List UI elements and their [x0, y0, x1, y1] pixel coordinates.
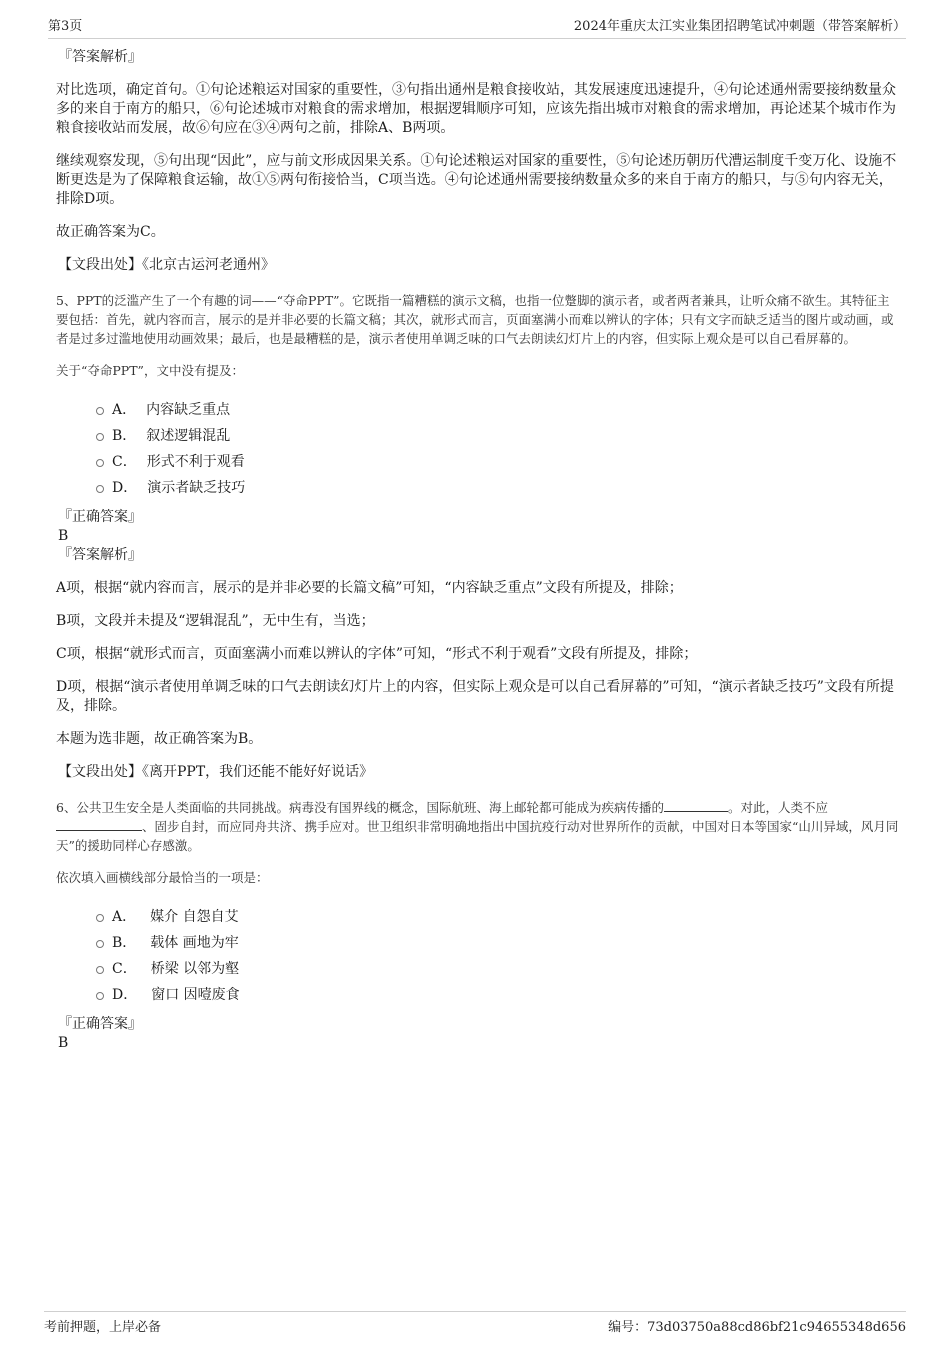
q6-stem-part-2: 。对此，人类不应	[727, 800, 828, 815]
q4-analysis-para-2: 继续观察发现，⑤句出现“因此”，应与前文形成因果关系。①句论述粮运对国家的重要性，⑤句论述历朝历代漕运制度千变万化、设施不断更迭是为了保障粮食运输，故①⑤两句衔接恰当，C项当选。④句论述通州需要接纳数量众多的来自于南方的船只，与⑤句内容无关，排除D项。	[56, 153, 897, 207]
radio-button-icon[interactable]	[96, 433, 104, 441]
radio-button-icon[interactable]	[96, 407, 104, 415]
q6-stem-part-3: 、固步自封，而应同舟共济、携手应对。世卫组织非常明确地指出中国抗疫行动对世界所作的贡献，中国对日本等国家“山川异域，风月同天”的援助同样心存感激。	[56, 819, 899, 853]
q5-option-c[interactable]	[96, 448, 900, 474]
radio-button-icon[interactable]	[96, 914, 104, 922]
radio-button-icon[interactable]	[96, 966, 104, 974]
radio-button-icon[interactable]	[96, 485, 104, 493]
option-text: 叙述逻辑混乱	[146, 428, 231, 444]
q4-conclusion: 故正确答案为C。	[56, 224, 165, 240]
option-text: 内容缺乏重点	[146, 402, 231, 418]
q6-answer: B	[58, 1035, 69, 1051]
option-key: A．	[112, 402, 137, 418]
q6-options	[96, 903, 900, 1007]
q6-option-d[interactable]	[96, 981, 900, 1007]
q6-stem-part-1: 6、公共卫生安全是人类面临的共同挑战。病毒没有国界线的概念，国际航班、海上邮轮都可能成为疾病传播的	[56, 800, 664, 815]
option-key: D．	[112, 987, 138, 1003]
option-text: 演示者缺乏技巧	[147, 480, 246, 496]
fill-blank-1	[664, 799, 728, 812]
option-key: C．	[112, 454, 137, 470]
q6-option-a[interactable]	[96, 903, 900, 929]
page-number: 第3页	[48, 19, 83, 34]
q6-stem	[56, 798, 900, 855]
option-key: B．	[112, 935, 137, 951]
q5-analysis-c: C项，根据“就形式而言，页面塞满小而难以辨认的字体”可知，“形式不利于观看”文段有所提及，排除；	[56, 646, 698, 662]
q5-analysis-label: 『答案解析』	[58, 547, 142, 563]
q5-analysis-d: D项，根据“演示者使用单调乏味的口气去朗读幻灯片上的内容，但实际上观众是可以自己看屏幕的”可知，“演示者缺乏技巧”文段有所提及，排除。	[56, 679, 894, 714]
option-text: 载体 画地为牢	[150, 935, 239, 951]
option-key: B．	[112, 428, 137, 444]
main-content	[56, 48, 900, 1053]
q5-option-b[interactable]	[96, 422, 900, 448]
page-footer	[44, 1311, 906, 1336]
q5-analysis-a: A项，根据“就内容而言，展示的是并非必要的长篇文稿”可知，“内容缺乏重点”文段有所提及，排除；	[56, 580, 683, 596]
page-header	[48, 12, 906, 39]
document-id: 编号：73d03750a88cd86bf21c94655348d656	[608, 1319, 906, 1335]
q6-prompt: 依次填入画横线部分最恰当的一项是：	[56, 870, 269, 885]
option-text: 桥梁 以邻为壑	[150, 961, 240, 977]
q5-stem: 5、PPT的泛滥产生了一个有趣的词——“夺命PPT”。它既指一篇糟糕的演示文稿，也指一位蹩脚的演示者，或者两者兼具，让听众痛不欲生。其特征主要包括：首先，就内容而言，展示的是并非必要的长篇文稿；其次，就形式而言，页面塞满小而难以辨认的字体；只有文字而缺乏适当的图片或动画，或者是过多过滥地使用动画效果；最后，也是最糟糕的是，演示者使用单调乏味的口气去朗读幻灯片上的内容，但实际上观众是可以自己看屏幕的。	[56, 293, 894, 346]
radio-button-icon[interactable]	[96, 940, 104, 948]
q5-conclusion: 本题为选非题，故正确答案为B。	[56, 731, 263, 747]
document-title: 2024年重庆太江实业集团招聘笔试冲刺题（带答案解析）	[573, 19, 906, 34]
q5-analysis-b: B项，文段并未提及“逻辑混乱”，无中生有，当选；	[56, 613, 375, 629]
radio-button-icon[interactable]	[96, 992, 104, 1000]
footer-slogan: 考前押题，上岸必备	[44, 1319, 162, 1335]
q6-option-b[interactable]	[96, 929, 900, 955]
q4-analysis-label: 『答案解析』	[58, 49, 142, 65]
q5-answer: B	[58, 528, 69, 544]
option-key: A．	[112, 909, 137, 925]
radio-button-icon[interactable]	[96, 459, 104, 467]
q6-answer-label: 『正确答案』	[58, 1016, 142, 1032]
option-text: 窗口 因噎废食	[151, 987, 240, 1003]
q5-option-a[interactable]	[96, 396, 900, 422]
q5-option-d[interactable]	[96, 474, 900, 500]
q5-answer-label: 『正确答案』	[58, 509, 142, 525]
option-text: 形式不利于观看	[146, 454, 245, 470]
q5-source: 【文段出处】《离开PPT，我们还能不能好好说话》	[58, 764, 374, 780]
q5-options	[96, 396, 900, 500]
option-key: C．	[112, 961, 137, 977]
q6-option-c[interactable]	[96, 955, 900, 981]
fill-blank-2	[56, 818, 142, 831]
option-key: D．	[112, 480, 138, 496]
q4-analysis-para-1: 对比选项，确定首句。①句论述粮运对国家的重要性，③句指出通州是粮食接收站，其发展速度迅速提升，④句论述通州需要接纳数量众多的来自于南方的船只，⑥句论述城市对粮食的需求增加，根据逻辑顺序可知，应该先指出城市对粮食的需求增加，再论述某个城市作为粮食接收站而发展，故⑥句应在③④两句之前，排除A、B两项。	[56, 82, 896, 136]
q4-source: 【文段出处】《北京古运河老通州》	[58, 257, 275, 273]
option-text: 媒介 自怨自艾	[150, 909, 239, 925]
q5-prompt: 关于“夺命PPT”，文中没有提及：	[56, 363, 244, 378]
